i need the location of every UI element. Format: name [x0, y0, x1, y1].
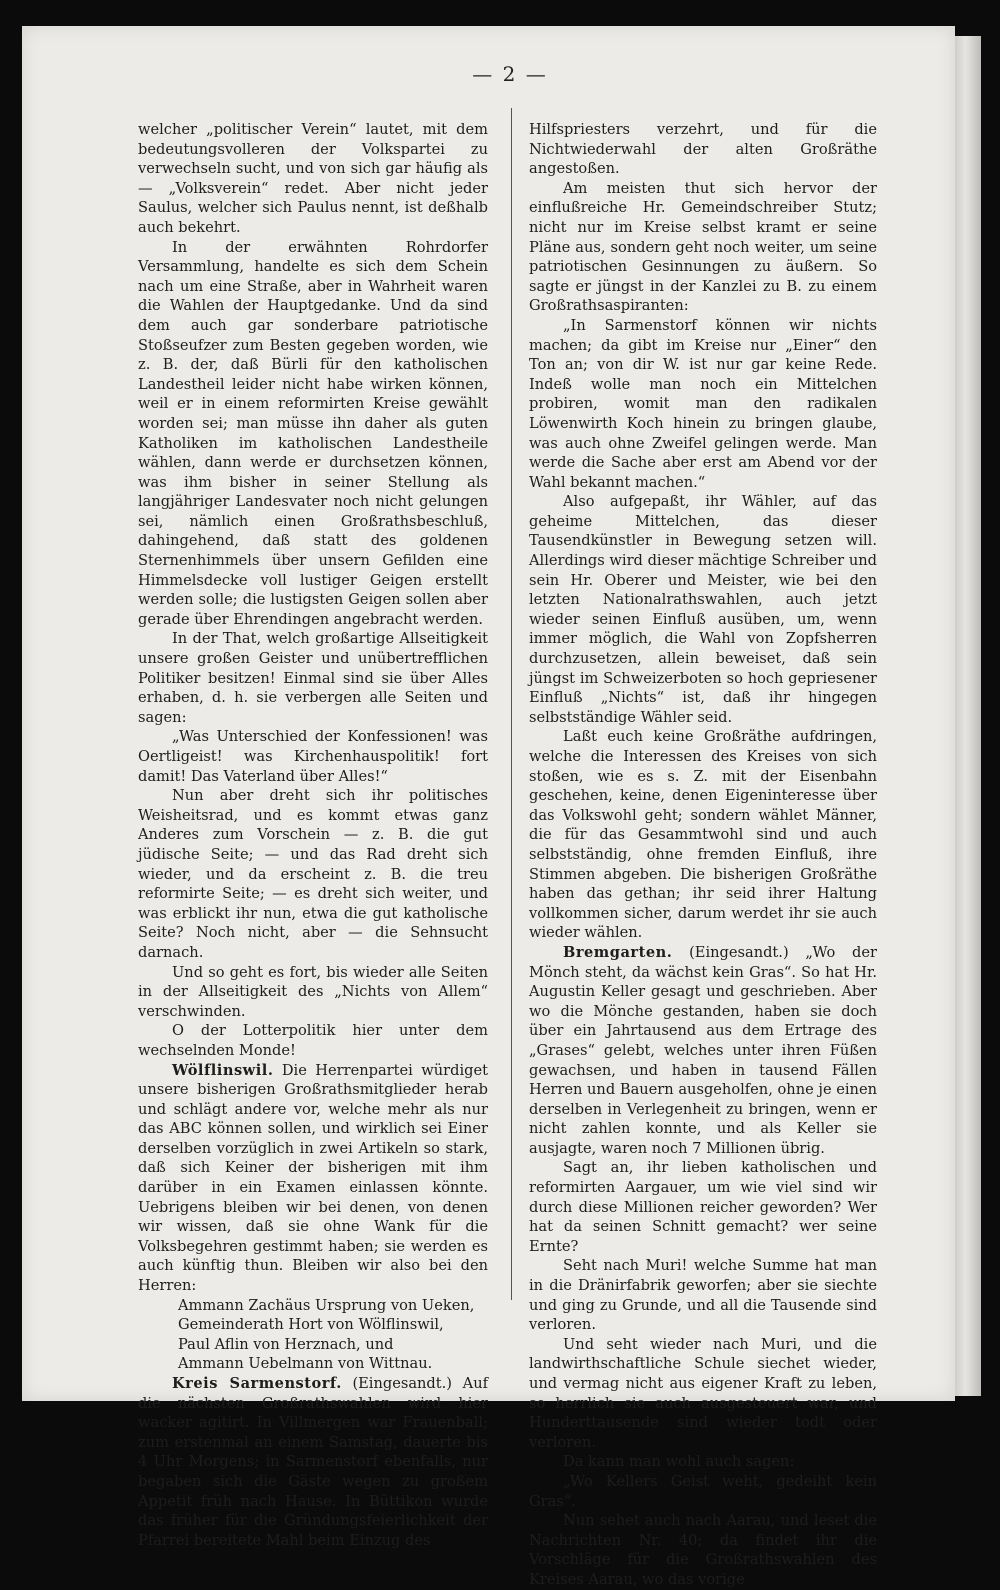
paragraph: Und seht wieder nach Muri, und die landwirthschaftliche Schule siechet wieder, und vermag nicht aus eigener Kraft zu leben, so herrlich sie auch ausgesteuert war, und Hunderttausende sind wieder todt oder verloren.	[529, 1335, 877, 1451]
paragraph: Seht nach Muri! welche Summe hat man in die Dränirfabrik geworfen; aber sie siechte und ging zu Grunde, und all die Tausende sind verloren.	[529, 1257, 877, 1334]
quotation: „Wo Kellers Geist weht, gedeiht kein Gras“.	[529, 1472, 877, 1510]
paragraph: In der erwähnten Rohrdorfer Versammlung, handelte es sich dem Schein nach um eine Straße, aber in Wahrheit waren die Wahlen der Hauptgedanke. Und da sind dem auch gar sonderbare patriotische Stoßseufzer zum Besten gegeben worden, wie z. B. der, daß Bürli für den katholischen Landestheil leider nicht habe wirken können, weil er in einem reformirten Kreise gewählt worden sei; man müsse ihn daher als guten Katholiken im katholischen Landestheile wählen, dann werde er durchsetzen können, was ihm bisher in seiner Stellung als langjähriger Landesvater noch nicht gelungen sei, nämlich einen Großrathsbeschluß, dahingehend, daß statt des goldenen Sternenhimmels über unsern Gefilden eine Himmelsdecke voll lustiger Geigen erstellt werden solle; die lustigsten Geigen sollen aber gerade über Ehrendingen angebracht werden.	[138, 238, 488, 628]
paragraph: Nun aber dreht sich ihr politisches Weisheitsrad, und es kommt etwas ganz Anderes zum Vorschein — z. B. die gut jüdische Seite; — und das Rad dreht sich wieder, und da erscheint z. B. die treu reformirte Seite; — es dreht sich weiter, und was erblickt ihr nun, etwa die gut katholische Seite? Noch nicht, aber — die Sehnsucht darnach.	[138, 787, 488, 961]
paragraph: Am meisten thut sich hervor der einflußreiche Hr. Gemeindschreiber Stutz; nicht nur im Kreise selbst kramt er seine Pläne aus, sondern geht noch weiter, um seine patriotischen Gesinnungen zu äußern. So sagte er jüngst in der Kanzlei zu B. zu einem Großrathsaspiranten:	[529, 179, 877, 315]
article-bremgarten	[529, 943, 877, 1159]
candidate-line: Paul Aflin von Herznach, und	[178, 1335, 394, 1353]
paragraph: Und so geht es fort, bis wieder alle Seiten in der Allseitigkeit des „Nichts von Allem“ verschwinden.	[138, 963, 488, 1020]
page-number-header: — 2 —	[472, 62, 548, 86]
candidate-line: Gemeinderath Hort von Wölflinswil,	[178, 1316, 444, 1334]
paragraph: Hilfspriesters verzehrt, und für die Nichtwiederwahl der alten Großräthe angestoßen.	[529, 121, 877, 178]
paragraph: Da kann man wohl auch sagen:	[563, 1453, 795, 1471]
article-body: Die Herrenpartei würdiget unsere bisherigen Großrathsmitglieder herab und schlägt andere vor, welche mehr als nur das ABC können sollen, und wirklich sei Einer derselben vorzüglich in zwei Artikeln so stark, daß sich Keiner der bisherigen mit ihm darüber in ein Examen einlassen könnte. Uebrigens bleiben wir bei denen, von denen wir wissen, daß sie ohne Wank für die Volksbegehren gestimmt haben; sie werden es auch künftig thun. Bleiben wir also bei den Herren:	[138, 1061, 488, 1295]
article-body: (Eingesandt.) „Wo der Mönch steht, da wächst kein Gras“. So hat Hr. Augustin Keller gesagt und geschrieben. Aber wo die Mönche gestanden, haben sie doch über ein Jahrtausend aus dem Ertrage des „Grases“ gelebt, welches unter ihren Füßen gewachsen, und haben in tausend Fällen Herren und Bauern ausgeholfen, ohne je einen derselben in Verlegenheit zu bringen, wenn er nicht zahlen konnte, und als Keller sie ausjagte, waren noch 7 Millionen übrig.	[529, 943, 877, 1157]
next-page-edge	[955, 36, 981, 1396]
candidate-line: Ammann Uebelmann von Wittnau.	[178, 1355, 433, 1373]
paragraph: Sagt an, ihr lieben katholischen und reformirten Aargauer, um wie viel sind wir durch diese Millionen reicher geworden? Wer hat da seinen Schnitt gemacht? wer seine Ernte?	[529, 1159, 877, 1255]
left-column	[138, 120, 488, 1550]
article-heading: Bremgarten.	[563, 943, 673, 961]
article-heading: Wölflinswil.	[172, 1061, 274, 1079]
paragraph: welcher „politischer Verein“ lautet, mit dem bedeutungsvolleren der Volkspartei zu verwechseln sucht, und von sich gar häufig als — „Volksverein“ redet. Aber nicht jeder Saulus, welcher sich Paulus nennt, ist deßhalb auch bekehrt.	[138, 121, 488, 236]
right-column	[529, 120, 877, 1590]
article-body: (Eingesandt.) Auf die nächsten Großrathswahlen wird hier wacker agitirt. In Villmergen war Frauenball; zum erstenmal an einem Samstag, dauerte bis 4 Uhr Morgens; in Sarmenstorf ebenfalls, nur begaben sich die Gäste wegen zu großem Appetit früh nach Hause. In Büttikon wurde das früher für die Gründungsfeierlichkeit der Pfarrei bereitete Mahl beim Einzug des	[138, 1375, 488, 1549]
article-heading: Kreis Sarmenstorf.	[172, 1375, 342, 1392]
paragraph: In der That, welch großartige Allseitigkeit unsere großen Geister und unübertrefflichen Politiker besitzen! Einmal sind sie über Alles erhaben, d. h. sie verbergen alle Seiten und sagen:	[138, 630, 488, 726]
article-sarmenstorf	[138, 1374, 488, 1550]
candidate-line: Ammann Zachäus Ursprung von Ueken,	[178, 1296, 475, 1314]
quotation: „Was Unterschied der Konfessionen! was Oertligeist! was Kirchenhauspolitik! fort damit! Das Vaterland über Alles!“	[138, 728, 488, 785]
article-woelflinswil	[138, 1061, 488, 1296]
column-divider	[511, 108, 512, 1300]
paragraph: Laßt euch keine Großräthe aufdringen, welche die Interessen des Kreises von sich stoßen, wie es s. Z. mit der Eisenbahn geschehen, keine, denen Eigeninteresse über das Volkswohl geht; sondern wählet Männer, die für das Gesammtwohl sind und auch selbstständig, ohne fremden Einfluß, ihre Stimmen abgeben. Die bisherigen Großräthe haben das gethan; ihr seid ihrer Haltung vollkommen sicher, darum werdet ihr sie auch wieder wählen.	[529, 728, 877, 942]
paragraph: Also aufgepaßt, ihr Wähler, auf das geheime Mittelchen, das dieser Tausendkünstler in Bewegung setzen will. Allerdings wird dieser mächtige Schreiber und sein Hr. Oberer und Meister, wie bei den letzten Nationalrathswahlen, auch jetzt wieder seinen Einfluß ausüben, um, wenn immer möglich, die Wahl von Zopfsherren durchzusetzen, allein beweiset, daß sein jüngst im Schweizerboten so hoch gepriesener Einfluß „Nichts“ ist, daß ihr hingegen selbstständige Wähler seid.	[529, 493, 877, 726]
paragraph: O der Lotterpolitik hier unter dem wechselnden Monde!	[138, 1022, 488, 1059]
quotation: „In Sarmenstorf können wir nichts machen; da gibt im Kreise nur „Einer“ den Ton an; von dir W. ist nur gar keine Rede. Indeß wolle man noch ein Mittelchen probiren, womit man den radikalen Löwenwirth Koch hinein zu bringen glaube, was auch ohne Zweifel gelingen werde. Man werde die Sache aber erst am Abend vor der Wahl bekannt machen.“	[529, 316, 877, 491]
paragraph: Nun sehet auch nach Aarau, und leset die Nachrichten Nr. 40; da findet ihr die Vorschläge für die Großrathswahlen des Kreises Aarau, wo das vorige	[529, 1512, 877, 1588]
